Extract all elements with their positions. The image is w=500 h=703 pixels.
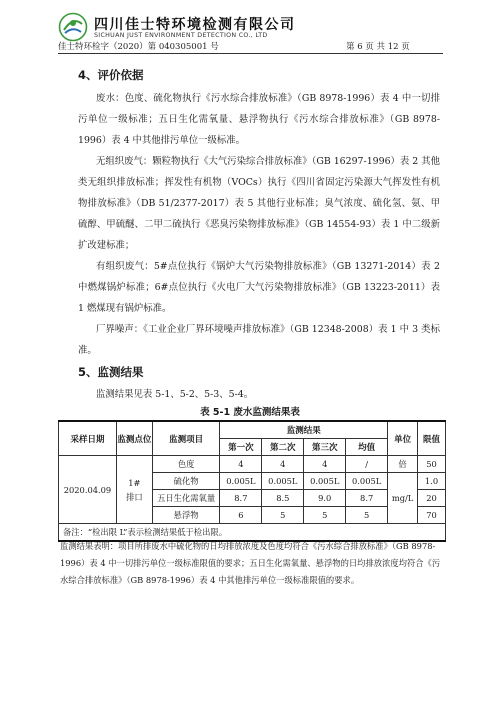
company-name-en: SICHUAN JUST ENVIRONMENT DETECTION CO., LTD bbox=[94, 32, 268, 39]
value-cell: 4 bbox=[262, 456, 304, 473]
table-footnote: 备注：“检出限 L”表示检测结果低于检出限。 bbox=[59, 524, 446, 542]
header-sampling-date: 采样日期 bbox=[59, 421, 117, 456]
item-cell: 悬浮物 bbox=[152, 507, 220, 524]
value-cell: 9.0 bbox=[304, 490, 346, 507]
company-name-cn: 四川佳士特环境检测有限公司 bbox=[94, 17, 296, 33]
header-second: 第二次 bbox=[262, 439, 304, 456]
header-first: 第一次 bbox=[220, 439, 262, 456]
mean-cell: / bbox=[346, 456, 388, 473]
document-number: 佳士特环检字（2020）第 040305001 号 bbox=[58, 42, 219, 52]
limit-cell: 50 bbox=[418, 456, 446, 473]
unit-cell: 倍 bbox=[388, 456, 418, 473]
header-monitoring-results: 监测结果 bbox=[220, 421, 388, 439]
item-cell: 硫化物 bbox=[152, 473, 220, 490]
page-number: 第 6 页 共 12 页 bbox=[346, 42, 410, 52]
mean-cell: 5 bbox=[346, 507, 388, 524]
mean-cell: 8.7 bbox=[346, 490, 388, 507]
item-cell: 色度 bbox=[152, 456, 220, 473]
sampling-date-cell: 2020.04.09 bbox=[59, 456, 117, 524]
mean-cell: 0.005L bbox=[346, 473, 388, 490]
value-cell: 4 bbox=[220, 456, 262, 473]
limit-cell: 20 bbox=[418, 490, 446, 507]
limit-cell: 1.0 bbox=[418, 473, 446, 490]
value-cell: 5 bbox=[262, 507, 304, 524]
header-limit: 限值 bbox=[418, 421, 446, 456]
company-logo-icon bbox=[58, 12, 88, 42]
section-5-title: 5、监测结果 bbox=[78, 365, 144, 379]
unit-cell: mg/L bbox=[388, 473, 418, 524]
header-monitoring-item: 监测项目 bbox=[152, 421, 220, 456]
point-label: 1#排口 bbox=[126, 477, 143, 502]
header-mean: 均值 bbox=[346, 439, 388, 456]
results-intro: 监测结果见表 5-1、5-2、5-3、5-4。 bbox=[96, 389, 254, 400]
evaluation-paragraph-noise: 厂界噪声：《工业企业厂界环境噪声排放标准》（GB 12348-2008）表 1 中 3 类标准。 bbox=[78, 324, 440, 356]
value-cell: 6 bbox=[220, 507, 262, 524]
table-row bbox=[59, 456, 446, 473]
header-unit: 单位 bbox=[388, 421, 418, 456]
evaluation-paragraph-wastewater: 废水：色度、硫化物执行《污水综合排放标准》（GB 8978-1996）表 4 中一切排污单位一级标准；五日生化需氧量、悬浮物执行《污水综合排放标准》（GB 8978-1996）表 4 中其他排污单位一级标准。 bbox=[78, 93, 440, 146]
results-conclusion: 监测结果表明：项目所排废水中硫化物的日均排放浓度及色度均符合《污水综合排放标准》（GB 8978-1996）表 4 中一切排污单位一级标准限值的要求；五日生化需氧量、悬浮物的日均排放浓度均符合《污水综合排放标准》（GB 8978-1996）表 4 中其他排污单位一级标准限值的要求。 bbox=[60, 541, 441, 585]
table-caption: 表 5-1 废水监测结果表 bbox=[200, 407, 300, 418]
value-cell: 8.7 bbox=[220, 490, 262, 507]
value-cell: 0.005L bbox=[262, 473, 304, 490]
wastewater-results-table bbox=[58, 420, 446, 542]
header-third: 第三次 bbox=[304, 439, 346, 456]
evaluation-paragraph-fugitive-gas: 无组织废气：颗粒物执行《大气污染综合排放标准》（GB 16297-1996）表 2 其他类无组织排放标准；挥发性有机物（VOCs）执行《四川省固定污染源大气挥发性有机物排放标准》（DB 51/2377-2017）表 5 其他行业标准；臭气浓度、硫化氢、氨、甲硫醇、甲硫醚、二甲二硫执行《恶臭污染物排放标准》（GB 14554-93）表 1 中二级新扩改建标准； bbox=[78, 156, 440, 251]
section-4-title: 4、评价依据 bbox=[78, 68, 144, 82]
header-divider bbox=[58, 53, 443, 54]
value-cell: 5 bbox=[304, 507, 346, 524]
value-cell: 4 bbox=[304, 456, 346, 473]
value-cell: 0.005L bbox=[220, 473, 262, 490]
header-monitoring-point: 监测点位 bbox=[116, 421, 152, 456]
evaluation-paragraph-stack-gas: 有组织废气：5#点位执行《锅炉大气污染物排放标准》（GB 13271-2014）表 2 中燃煤锅炉标准；6#点位执行《火电厂大气污染物排放标准》（GB 13223-2011）表 1 燃煤现有锅炉标准。 bbox=[78, 261, 440, 314]
value-cell: 8.5 bbox=[262, 490, 304, 507]
limit-cell: 70 bbox=[418, 507, 446, 524]
value-cell: 0.005L bbox=[304, 473, 346, 490]
monitoring-point-cell bbox=[116, 456, 152, 524]
item-cell: 五日生化需氧量 bbox=[152, 490, 220, 507]
